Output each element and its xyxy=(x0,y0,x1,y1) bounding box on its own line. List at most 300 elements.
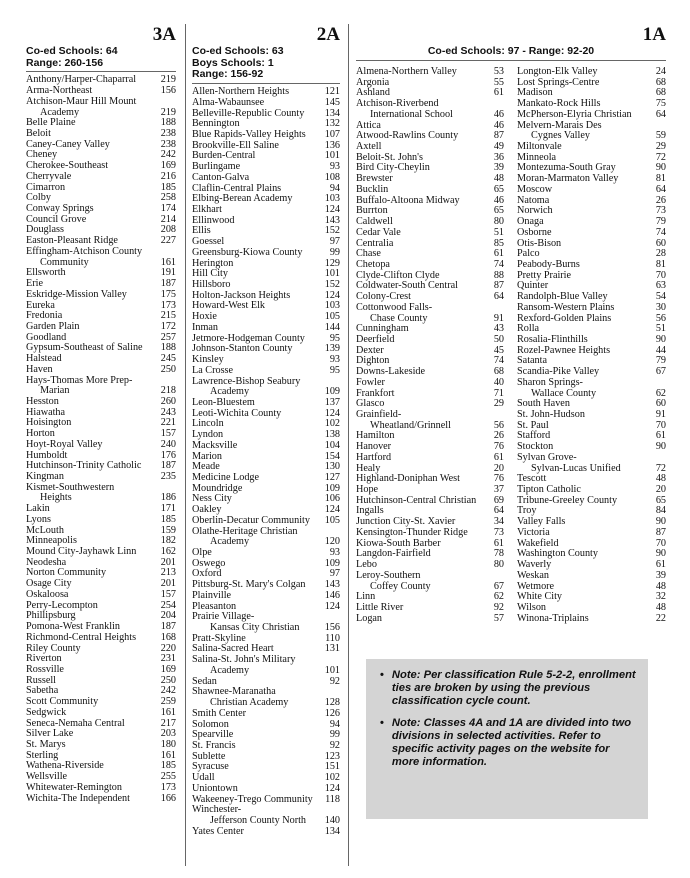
enrollment-value: 169 xyxy=(160,663,176,675)
school-name: Osage City xyxy=(26,578,72,590)
enrollment-value: 54 xyxy=(655,291,666,303)
enrollment-value: 67 xyxy=(655,366,666,378)
enrollment-value: 182 xyxy=(160,535,176,547)
header-rule xyxy=(356,60,666,61)
enrollment-value: 65 xyxy=(493,183,504,195)
school-name: Blue Rapids-Valley Heights xyxy=(192,128,306,140)
enrollment-value: 95 xyxy=(329,332,340,344)
school-name: Ellsworth xyxy=(26,267,66,279)
school-entry xyxy=(26,172,176,183)
school-name: Wichita-The Independent xyxy=(26,792,130,804)
enrollment-value: 48 xyxy=(655,473,666,485)
school-entry xyxy=(26,783,176,794)
enrollment-value: 214 xyxy=(160,213,176,225)
school-name: Olpe xyxy=(192,547,212,559)
school-name: Valley Falls xyxy=(517,516,566,528)
school-entry xyxy=(356,228,504,239)
school-name: Logan xyxy=(356,612,383,624)
enrollment-value: 39 xyxy=(493,162,504,174)
enrollment-value: 95 xyxy=(329,364,340,376)
school-name: St. Francis xyxy=(192,739,236,751)
school-name: Lawrence-Bishop Seabury xyxy=(192,375,301,387)
enrollment-value: 62 xyxy=(493,591,504,603)
enrollment-value: 162 xyxy=(160,546,176,558)
school-name: Norwich xyxy=(517,205,553,217)
enrollment-value: 64 xyxy=(655,183,666,195)
school-name: Grainfield- xyxy=(356,409,402,420)
school-name: Scandia-Pike Valley xyxy=(517,366,600,378)
school-name: Melvern-Marais Des xyxy=(517,119,602,131)
enrollment-value: 254 xyxy=(160,599,176,611)
enrollment-value: 24 xyxy=(655,66,666,77)
enrollment-value: 81 xyxy=(655,173,666,185)
enrollment-value: 134 xyxy=(324,107,340,119)
enrollment-value: 90 xyxy=(655,333,666,345)
school-name: Waverly xyxy=(517,559,552,571)
enrollment-value: 48 xyxy=(655,580,666,592)
enrollment-value: 74 xyxy=(655,226,666,238)
school-entry xyxy=(517,378,666,389)
school-name: Downs-Lakeside xyxy=(356,366,426,378)
enrollment-value: 173 xyxy=(160,781,176,793)
bullet-icon: • xyxy=(380,717,384,729)
school-name: Erie xyxy=(26,278,43,290)
enrollment-value: 26 xyxy=(655,194,666,206)
school-name: Academy xyxy=(40,106,80,118)
enrollment-value: 154 xyxy=(324,450,340,462)
school-name: Eureka xyxy=(26,299,55,311)
enrollment-value: 61 xyxy=(493,537,504,549)
enrollment-value: 157 xyxy=(160,428,176,440)
school-name: Weskan xyxy=(517,569,549,581)
school-entry xyxy=(517,303,666,314)
enrollment-value: 103 xyxy=(324,193,340,205)
enrollment-value: 72 xyxy=(655,151,666,163)
enrollment-value: 130 xyxy=(324,461,340,473)
enrollment-value: 39 xyxy=(655,569,666,581)
school-name: Oskaloosa xyxy=(26,588,69,600)
school-name: Oswego xyxy=(192,557,226,569)
enrollment-value: 108 xyxy=(324,171,340,183)
school-name: Perry-Lecompton xyxy=(26,599,98,611)
enrollment-value: 152 xyxy=(324,279,340,291)
school-name: Pomona-West Franklin xyxy=(26,621,120,633)
enrollment-value: 51 xyxy=(493,226,504,238)
school-name: Hartford xyxy=(356,451,392,463)
enrollment-value: 55 xyxy=(493,76,504,88)
enrollment-value: 124 xyxy=(324,407,340,419)
enrollment-value: 204 xyxy=(160,610,176,622)
school-entry xyxy=(26,708,176,719)
school-name: Ransom-Western Plains xyxy=(517,301,615,313)
school-name: Cedar Vale xyxy=(356,226,401,238)
school-name: Udall xyxy=(192,772,215,784)
enrollment-value: 124 xyxy=(324,289,340,301)
enrollment-value: 259 xyxy=(160,696,176,708)
school-entry xyxy=(356,582,504,593)
school-name: Axtell xyxy=(356,141,382,153)
enrollment-value: 87 xyxy=(655,526,666,538)
enrollment-value: 129 xyxy=(324,257,340,269)
enrollment-value: 107 xyxy=(324,128,340,140)
school-name: Tescott xyxy=(517,473,547,485)
school-name: Atchison-Riverbend xyxy=(356,98,439,110)
enrollment-value: 126 xyxy=(324,707,340,719)
enrollment-value: 109 xyxy=(324,557,340,569)
enrollment-value: 175 xyxy=(160,288,176,300)
enrollment-value: 235 xyxy=(160,471,176,482)
enrollment-value: 61 xyxy=(655,430,666,442)
enrollment-value: 161 xyxy=(160,256,176,268)
enrollment-value: 28 xyxy=(655,248,666,260)
school-name: Easton-Pleasant Ridge xyxy=(26,235,118,247)
school-entry xyxy=(356,549,504,560)
school-name: Jetmore-Hodgeman County xyxy=(192,332,305,344)
enrollment-value: 30 xyxy=(655,301,666,313)
enrollment-value: 88 xyxy=(493,269,504,281)
enrollment-value: 109 xyxy=(324,482,340,494)
school-name: Wheatland/Grinnell xyxy=(370,419,451,431)
school-name: Coffey County xyxy=(370,580,431,592)
school-name: Rolla xyxy=(517,323,540,335)
enrollment-value: 68 xyxy=(655,87,666,99)
enrollment-value: 74 xyxy=(493,258,504,270)
school-name: Caldwell xyxy=(356,216,393,228)
enrollment-value: 124 xyxy=(324,600,340,612)
enrollment-value: 173 xyxy=(160,299,176,311)
school-name: Kensington-Thunder Ridge xyxy=(356,526,468,538)
school-entry xyxy=(356,303,504,314)
school-name: Neodesha xyxy=(26,556,67,568)
enrollment-value: 22 xyxy=(655,612,666,624)
enrollment-value: 92 xyxy=(329,739,340,751)
school-name: Hill City xyxy=(192,268,228,280)
enrollment-value: 50 xyxy=(493,333,504,345)
school-name: Academy xyxy=(210,386,250,398)
school-entry xyxy=(192,827,340,838)
school-name: Beloit-St. John's xyxy=(356,151,423,163)
school-name: Brewster xyxy=(356,173,393,185)
school-name: Stafford xyxy=(517,430,551,442)
school-name: Natoma xyxy=(517,194,550,206)
school-name: Salina-St. John's Military xyxy=(192,654,296,666)
school-name: Elkhart xyxy=(192,204,222,216)
enrollment-value: 97 xyxy=(329,568,340,580)
school-name: Hutchinson-Trinity Catholic xyxy=(26,460,142,472)
school-name: Moscow xyxy=(517,183,553,195)
enrollment-value: 208 xyxy=(160,224,176,236)
enrollment-value: 152 xyxy=(324,225,340,237)
school-name: Tribune-Greeley County xyxy=(517,494,618,506)
enrollment-value: 36 xyxy=(493,151,504,163)
enrollment-value: 93 xyxy=(329,547,340,559)
school-name: Goodland xyxy=(26,331,67,343)
enrollment-value: 65 xyxy=(493,205,504,217)
school-entry xyxy=(192,784,340,795)
school-name: Goessel xyxy=(192,236,225,248)
school-name: Rozel-Pawnee Heights xyxy=(517,344,611,356)
school-name: Ellis xyxy=(192,225,211,237)
enrollment-value: 61 xyxy=(655,559,666,571)
enrollment-value: 99 xyxy=(329,729,340,741)
school-name: Tipton Catholic xyxy=(517,484,581,496)
enrollment-value: 238 xyxy=(160,128,176,139)
enrollment-value: 29 xyxy=(655,141,666,153)
enrollment-value: 216 xyxy=(160,170,176,182)
school-name: Wetmore xyxy=(517,580,555,592)
enrollment-value: 227 xyxy=(160,235,176,247)
enrollment-value: 172 xyxy=(160,320,176,332)
enrollment-value: 101 xyxy=(324,150,340,162)
school-entry xyxy=(517,614,666,625)
enrollment-value: 144 xyxy=(324,321,340,333)
enrollment-value: 80 xyxy=(493,216,504,228)
note-item xyxy=(380,669,638,708)
school-name: Deerfield xyxy=(356,333,395,345)
enrollment-value: 46 xyxy=(493,119,504,131)
school-name: Johnson-Stanton County xyxy=(192,343,293,355)
enrollment-value: 250 xyxy=(160,674,176,686)
school-name: Belleville-Republic County xyxy=(192,107,305,119)
school-name: Kingman xyxy=(26,471,64,482)
enrollment-value: 242 xyxy=(160,149,176,161)
school-name: Wallace County xyxy=(531,387,597,399)
school-name: Plainville xyxy=(192,589,232,601)
enrollment-value: 187 xyxy=(160,460,176,472)
school-name: Hoisington xyxy=(26,417,72,429)
enrollment-value: 81 xyxy=(655,258,666,270)
school-name: Pretty Prairie xyxy=(517,269,572,281)
school-name: Miltonvale xyxy=(517,141,562,153)
school-name: Arma-Northeast xyxy=(26,85,93,97)
enrollment-value: 215 xyxy=(160,310,176,322)
school-name: Sedan xyxy=(192,675,217,687)
school-name: South Haven xyxy=(517,398,570,410)
enrollment-value: 78 xyxy=(493,548,504,560)
school-name: Otis-Bison xyxy=(517,237,562,249)
school-name: Winchester- xyxy=(192,804,242,816)
school-name: Minneapolis xyxy=(26,535,77,547)
school-name: Peabody-Burns xyxy=(517,258,580,270)
enrollment-value: 60 xyxy=(655,398,666,410)
school-name: Wilson xyxy=(517,601,547,613)
school-entry xyxy=(192,537,340,548)
enrollment-value: 75 xyxy=(655,98,666,110)
enrollment-value: 59 xyxy=(655,130,666,142)
class-2a-boys-count: Boys Schools: 1 xyxy=(192,56,274,69)
enrollment-value: 136 xyxy=(324,139,340,151)
school-name: Holton-Jackson Heights xyxy=(192,289,291,301)
school-name: Hamilton xyxy=(356,430,395,442)
school-name: Hoxie xyxy=(192,311,217,323)
enrollment-value: 156 xyxy=(160,85,176,97)
enrollment-value: 44 xyxy=(655,344,666,356)
enrollment-value: 87 xyxy=(493,130,504,142)
school-entry xyxy=(517,496,666,507)
school-name: Wakefield xyxy=(517,537,559,549)
school-name: Winona-Triplains xyxy=(517,612,589,624)
enrollment-value: 76 xyxy=(493,473,504,485)
school-name: Riley County xyxy=(26,642,81,654)
school-entry xyxy=(192,248,340,259)
enrollment-value: 143 xyxy=(324,214,340,226)
enrollment-value: 140 xyxy=(324,814,340,826)
school-name: Randolph-Blue Valley xyxy=(517,291,608,303)
school-name: Wathena-Riverside xyxy=(26,760,104,772)
school-name: Onaga xyxy=(517,216,544,228)
enrollment-value: 48 xyxy=(655,601,666,613)
school-name: Community xyxy=(40,256,89,268)
enrollment-value: 43 xyxy=(493,323,504,335)
enrollment-value: 92 xyxy=(329,675,340,687)
school-entry xyxy=(26,290,176,301)
school-entry xyxy=(192,709,340,720)
school-name: Leon-Bluestem xyxy=(192,396,255,408)
enrollment-value: 34 xyxy=(493,516,504,528)
enrollment-value: 137 xyxy=(324,396,340,408)
class-2a-column xyxy=(192,24,340,837)
school-name: Hillsboro xyxy=(192,279,231,291)
school-name: Bucklin xyxy=(356,183,389,195)
school-name: Heights xyxy=(40,492,72,504)
enrollment-value: 29 xyxy=(493,398,504,410)
school-name: Buffalo-Altoona Midway xyxy=(356,194,460,206)
enrollment-value: 120 xyxy=(324,536,340,548)
school-name: St. John-Hudson xyxy=(517,409,585,420)
enrollment-value: 102 xyxy=(324,418,340,430)
enrollment-value: 171 xyxy=(160,503,176,515)
school-name: Oxford xyxy=(192,568,222,580)
enrollment-value: 51 xyxy=(655,323,666,335)
enrollment-value: 49 xyxy=(493,141,504,153)
enrollment-value: 56 xyxy=(493,419,504,431)
enrollment-value: 84 xyxy=(655,505,666,517)
school-name: Hiawatha xyxy=(26,406,66,418)
school-name: Whitewater-Remington xyxy=(26,781,122,793)
school-entry xyxy=(192,216,340,227)
school-name: Kismet-Southwestern xyxy=(26,481,115,493)
school-name: Macksville xyxy=(192,439,238,451)
school-entry xyxy=(26,633,176,644)
enrollment-value: 20 xyxy=(655,484,666,496)
class-1a-title: 1A xyxy=(642,24,666,45)
school-entry xyxy=(192,591,340,602)
school-name: Christian Academy xyxy=(210,697,289,709)
school-name: Oakley xyxy=(192,504,222,516)
enrollment-value: 73 xyxy=(493,526,504,538)
school-name: Chase County xyxy=(370,312,428,324)
school-name: Frankfort xyxy=(356,387,395,399)
school-name: Medicine Lodge xyxy=(192,471,260,483)
school-name: Syracuse xyxy=(192,761,229,773)
enrollment-value: 40 xyxy=(493,376,504,388)
school-entry xyxy=(356,110,504,121)
school-name: Ellinwood xyxy=(192,214,235,226)
enrollment-value: 134 xyxy=(324,825,340,837)
school-name: Cygnes Valley xyxy=(531,130,590,142)
school-entry xyxy=(517,453,666,464)
enrollment-value: 124 xyxy=(324,782,340,794)
school-name: Moundridge xyxy=(192,482,243,494)
school-name: Quinter xyxy=(517,280,549,292)
school-name: Lincoln xyxy=(192,418,224,430)
enrollment-value: 186 xyxy=(160,492,176,504)
enrollment-value: 109 xyxy=(324,386,340,398)
school-entry xyxy=(26,515,176,526)
school-name: Humboldt xyxy=(26,449,68,461)
enrollment-value: 61 xyxy=(493,248,504,260)
enrollment-value: 64 xyxy=(655,108,666,120)
header-rule xyxy=(192,83,340,84)
enrollment-value: 72 xyxy=(655,462,666,474)
school-name: Academy xyxy=(210,536,250,548)
school-name: Rexford-Golden Plains xyxy=(517,312,612,324)
school-name: St. Marys xyxy=(26,738,66,750)
school-name: Brookville-Ell Saline xyxy=(192,139,279,151)
school-name: Cottonwood Falls- xyxy=(356,301,433,313)
school-name: Cherryvale xyxy=(26,170,72,182)
enrollment-value: 146 xyxy=(324,589,340,601)
school-name: Jefferson County North xyxy=(210,814,307,826)
school-name: Haven xyxy=(26,363,53,375)
enrollment-value: 218 xyxy=(160,385,176,397)
school-name: Pittsburg-St. Mary's Colgan xyxy=(192,579,306,591)
enrollment-value: 185 xyxy=(160,760,176,772)
school-name: Washington County xyxy=(517,548,598,560)
enrollment-value: 57 xyxy=(493,612,504,624)
enrollment-value: 255 xyxy=(160,771,176,783)
school-name: Lost Springs-Centre xyxy=(517,76,600,88)
enrollment-value: 169 xyxy=(160,160,176,172)
school-name: Spearville xyxy=(192,729,234,741)
enrollment-value xyxy=(174,97,176,108)
school-name: Highland-Doniphan West xyxy=(356,473,460,485)
class-2a-title: 2A xyxy=(316,24,340,45)
enrollment-value: 145 xyxy=(324,96,340,108)
enrollment-value: 245 xyxy=(160,353,176,365)
enrollment-value: 187 xyxy=(160,621,176,633)
enrollment-value: 166 xyxy=(160,792,176,804)
school-name: Claflin-Central Plains xyxy=(192,182,282,194)
enrollment-value: 70 xyxy=(655,419,666,431)
enrollment-value: 185 xyxy=(160,513,176,525)
enrollment-value: 138 xyxy=(324,429,340,441)
school-name: Kansas City Christian xyxy=(210,622,300,634)
school-name: Conway Springs xyxy=(26,203,94,215)
school-entry xyxy=(192,98,340,109)
class-3a-coed-count: Co-ed Schools: 64 xyxy=(26,45,118,57)
school-entry xyxy=(192,516,340,527)
school-name: Ness City xyxy=(192,493,232,505)
school-entry xyxy=(192,366,340,377)
school-entry xyxy=(517,571,666,582)
school-name: Phillipsburg xyxy=(26,610,76,622)
school-name: Shawnee-Maranatha xyxy=(192,686,276,698)
school-name: Sabetha xyxy=(26,685,59,697)
school-name: Russell xyxy=(26,674,57,686)
note-text: Note: Per classification Rule 5-2-2, enrollment ties are broken by using the previous classification cycle count. xyxy=(391,669,636,707)
enrollment-value: 37 xyxy=(493,484,504,496)
school-name: Bird City-Cheylin xyxy=(356,162,430,174)
school-name: Marion xyxy=(192,450,222,462)
school-name: Mound City-Jayhawk Linn xyxy=(26,546,137,558)
school-name: Sedgwick xyxy=(26,706,67,718)
school-name: Cunningham xyxy=(356,323,409,335)
class-1a-column xyxy=(356,24,666,64)
enrollment-value: 93 xyxy=(329,354,340,366)
school-name: Solomon xyxy=(192,718,229,730)
school-name: Ingalls xyxy=(356,505,384,517)
